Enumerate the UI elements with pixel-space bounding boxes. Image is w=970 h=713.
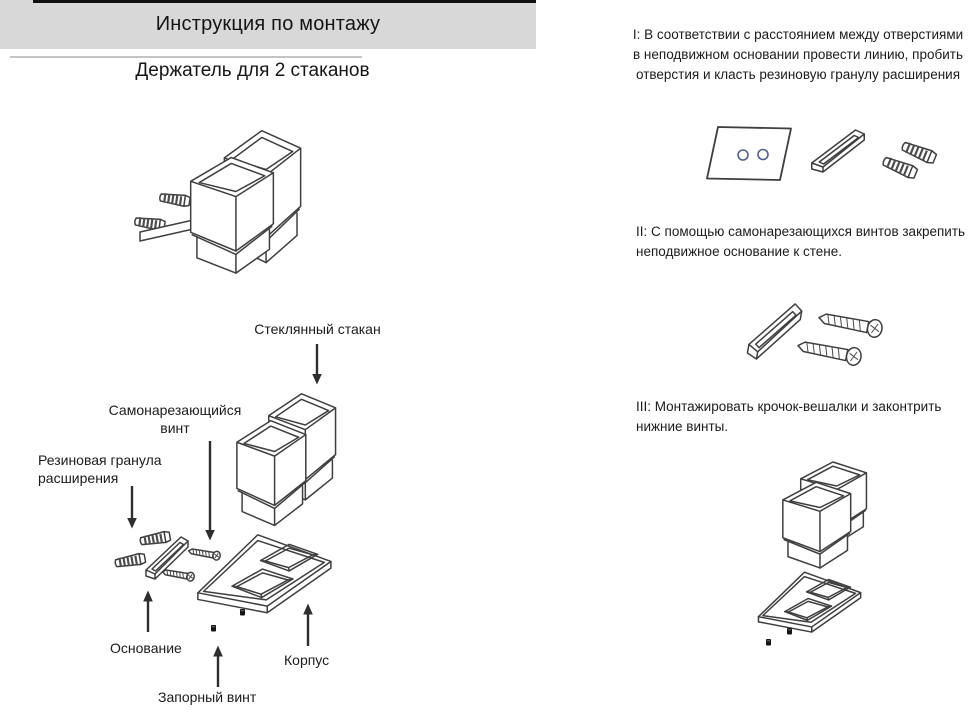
product-subtitle: Держатель для 2 стаканов (135, 60, 370, 81)
header-shadow-line (10, 56, 362, 58)
step-3-illustration (758, 462, 866, 646)
label-locking-screw: Запорный винт (158, 689, 257, 705)
label-body: Корпус (284, 652, 330, 668)
step-2-text: II: С помощью самонарезающихся винтов закрепить неподвижное основание к стене. (636, 224, 966, 259)
page-title: Инструкция по монтажу (155, 13, 381, 35)
step-1-text: I: В соответствии с расстоянием между отверстиями в неподвижном основании провести линию, пробить отверстия и класть резиновую гранулу расширения (632, 27, 964, 82)
label-arrows (127, 344, 322, 687)
step-3-text: III: Монтажировать крочок-вешалки и законтрить нижние винты. (636, 399, 942, 434)
header-bar (0, 0, 536, 49)
label-glass-cup: Стеклянный стакан (254, 321, 381, 337)
label-base: Основание (110, 640, 182, 656)
step-2-illustration (747, 297, 884, 366)
label-self-tapping-screw: Самонарезающийся винт (108, 402, 242, 436)
label-rubber-granule: Резиновая гранула расширения (38, 452, 162, 486)
step-1-illustration (707, 127, 937, 180)
assembled-product-drawing (134, 131, 301, 273)
